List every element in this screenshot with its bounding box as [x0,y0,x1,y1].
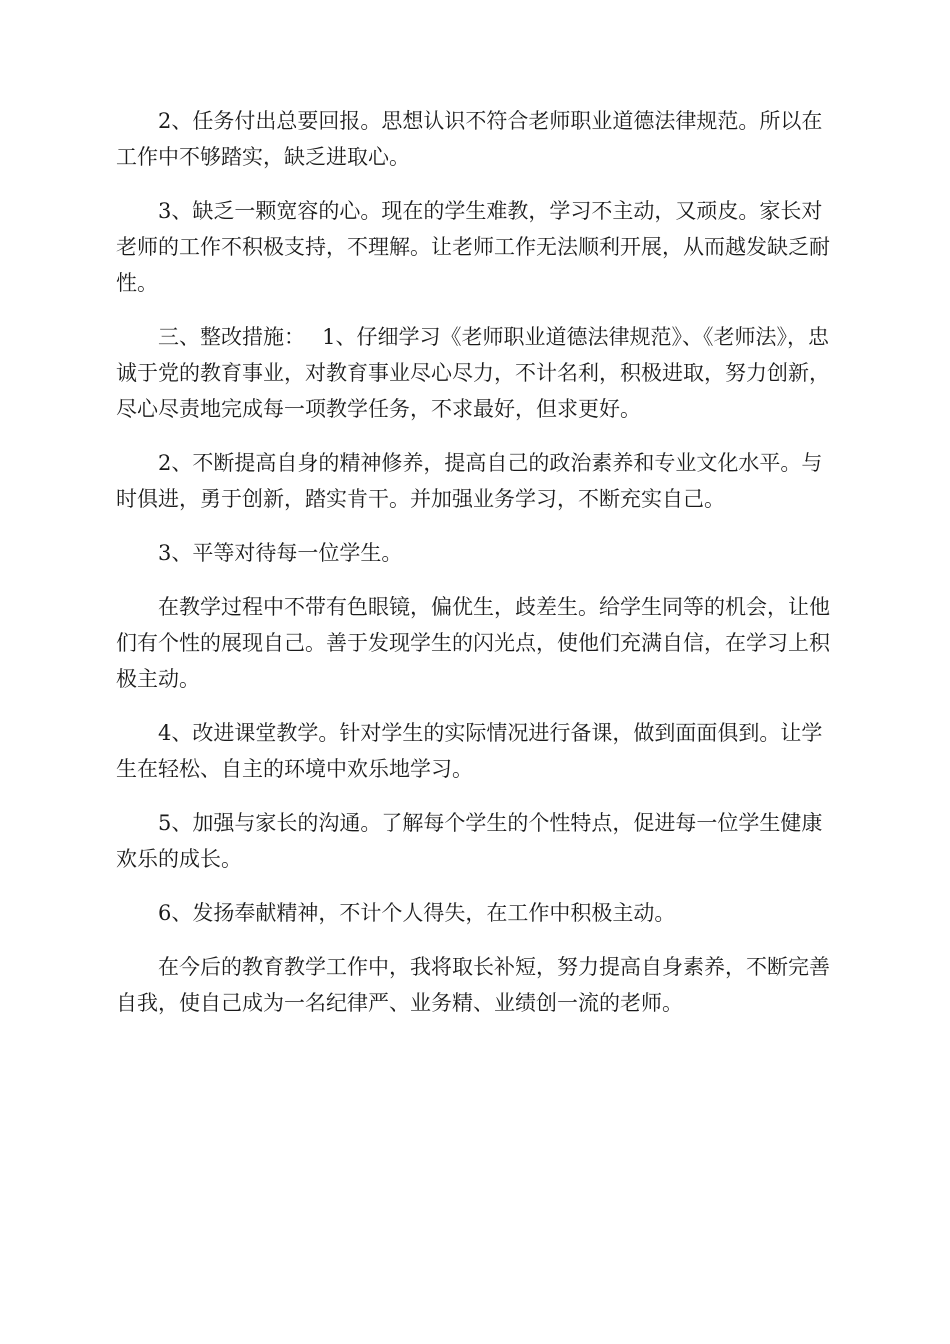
paragraph-measures-4: 4、改进课堂教学。针对学生的实际情况进行备课，做到面面俱到。让学生在轻松、自主的环境中欢乐地学习。 [116,721,823,781]
paragraph-measures-1: 三、整改措施： 1、仔细学习《老师职业道德法律规范》、《老师法》，忠诚于党的教育事业，对教育事业尽心尽力，不计名利，积极进取，努力创新，尽心尽责地完成每一项教学任务，不求最好，但求更好。 [116,325,830,421]
paragraph-measures-6: 6、发扬奉献精神，不计个人得失，在工作中积极主动。 [158,901,676,925]
paragraph-measures-3-detail: 在教学过程中不带有色眼镜，偏优生，歧差生。给学生同等的机会，让他们有个性的展现自己。善于发现学生的闪光点，使他们充满自信，在学习上积极主动。 [116,595,830,691]
paragraph-conclusion: 在今后的教育教学工作中，我将取长补短，努力提高自身素养，不断完善自我，使自己成为一名纪律严、业务精、业绩创一流的老师。 [116,955,830,1015]
paragraph-shortcoming-2: 2、任务付出总要回报。思想认识不符合老师职业道德法律规范。所以在工作中不够踏实，缺乏进取心。 [116,109,823,169]
paragraph-shortcoming-3: 3、缺乏一颗宽容的心。现在的学生难教，学习不主动，又顽皮。家长对老师的工作不积极支持，不理解。让老师工作无法顺利开展，从而越发缺乏耐性。 [116,199,830,295]
paragraph-measures-3: 3、平等对待每一位学生。 [158,541,403,565]
paragraph-measures-2: 2、不断提高自身的精神修养，提高自己的政治素养和专业文化水平。与时俱进，勇于创新，踏实肯干。并加强业务学习，不断充实自己。 [116,451,823,511]
paragraph-measures-5: 5、加强与家长的沟通。了解每个学生的个性特点，促进每一位学生健康欢乐的成长。 [116,811,823,871]
